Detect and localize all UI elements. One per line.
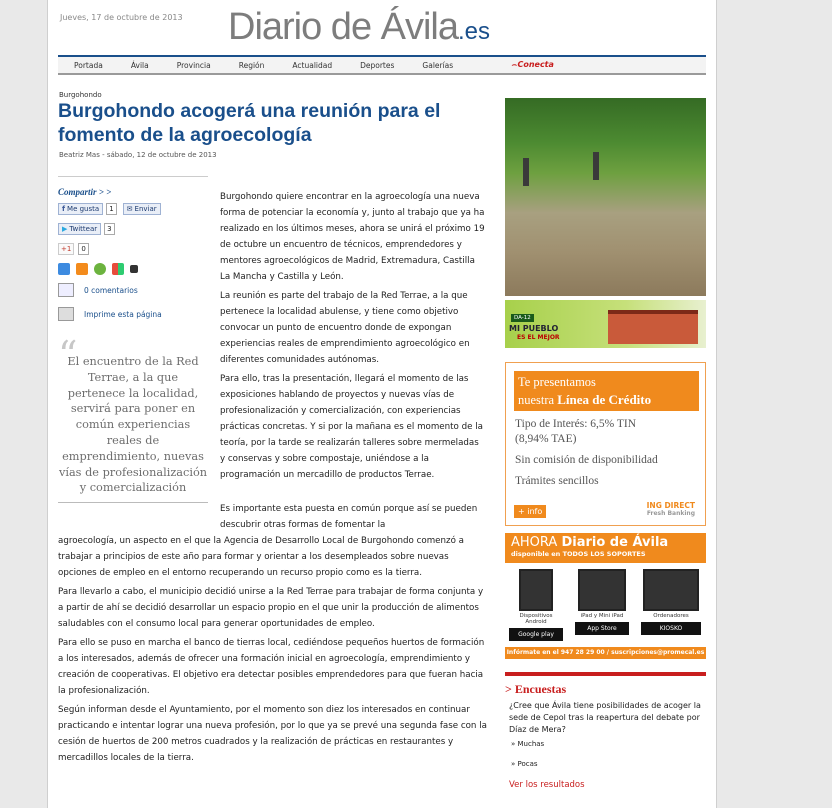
device-computer: Ordenadores KIOSKO	[641, 569, 701, 635]
banner-line1: MI PUEBLO	[509, 324, 559, 333]
phone-icon	[519, 569, 553, 611]
pull-quote-text: El encuentro de la Red Terrae, a la que pertenece la localidad, servirá para poner en común experiencias reales de emprendimiento, nuevas vías de profesionalización y comercialización	[58, 355, 208, 495]
banner-tag: DA-12	[511, 314, 534, 322]
nav-deportes[interactable]: Deportes	[360, 60, 395, 70]
app-store-badge[interactable]: App Store	[575, 622, 629, 635]
article-body-wide	[58, 533, 488, 769]
poll-question: ¿Cree que Ávila tiene posibilidades de acoger la sede de Cepol tras la reapertura del debate por Díaz de Mera?	[509, 701, 701, 734]
tablet-icon	[578, 569, 626, 611]
like-count: 1	[106, 203, 116, 215]
digg-icon[interactable]	[94, 263, 106, 275]
article-paragraph: Según informan desde el Ayuntamiento, por el momento son diez los interesados en continuar practicando e intentar lograr una nueva profesión, por lo que ya se prevé una segunda fase con la cesión de huertos de 200 metros cuadrados y la realización de prácticas en restaurantes y mercadillos locales de la tierra.	[58, 705, 487, 763]
site-logo[interactable]	[228, 6, 490, 49]
ing-line: Sin comisión de disponibilidad	[515, 454, 658, 466]
tweet-button[interactable]: ▶ Twittear	[58, 223, 101, 235]
share-panel	[58, 176, 208, 331]
ing-line: Tipo de Interés: 6,5% TIN	[515, 418, 637, 430]
ing-direct-ad[interactable]	[505, 362, 706, 526]
poll-option[interactable]: » Pocas	[511, 760, 538, 768]
poll-divider	[505, 672, 706, 676]
google-play-badge[interactable]: Google play	[509, 628, 563, 641]
comment-icon	[58, 283, 74, 297]
tweet-count: 3	[104, 223, 114, 235]
logo-suffix: .es	[458, 18, 491, 45]
quote-mark-icon: “	[58, 333, 78, 377]
ahora-header: AHORA Diario de Ávila disponible en TODOS LOS SOPORTES	[505, 533, 706, 563]
nav-region[interactable]: Región	[238, 60, 265, 70]
article-paragraph-split-start: Es importante esta puesta en común porque así se pueden descubrir otras formas de fomentar la	[220, 504, 478, 530]
nav-galerias[interactable]: Galerías	[422, 60, 454, 70]
nav-actualidad[interactable]: Actualidad	[292, 60, 333, 70]
device-ipad: iPad y Mini iPad App Store	[575, 569, 629, 635]
send-button[interactable]: ✉ Enviar	[123, 203, 161, 215]
article-paragraph: agroecología, un aspecto en el que la Agencia de Desarrollo Local de Burgohondo comenzó a trabajar a principios de este año para formar y orientar a los desempleados sobre nuevas opciones de empleo en el entorno recuperando un recurso propio como es la tierra.	[58, 536, 464, 578]
article-photo[interactable]	[505, 98, 706, 296]
google-plus-button[interactable]: +1	[58, 243, 74, 255]
twitter-icon: ▶	[62, 225, 68, 233]
printer-icon	[58, 307, 74, 321]
gplus-count: 0	[78, 243, 88, 255]
ing-line: (8,94% TAE)	[515, 433, 577, 445]
ing-headline: Te presentamos nuestra Línea de Crédito	[514, 371, 699, 411]
nav-provincia[interactable]: Provincia	[176, 60, 211, 70]
poll-title: > Encuestas	[505, 682, 567, 696]
print-link[interactable]: Imprime esta página	[58, 307, 208, 321]
nav-avila[interactable]: Ávila	[130, 60, 149, 70]
village-illustration	[608, 310, 698, 344]
pull-quote	[58, 333, 208, 503]
facebook-like-button[interactable]: f Me gusta	[58, 203, 103, 215]
ing-line: Trámites sencillos	[515, 475, 599, 487]
photo-person	[593, 152, 599, 180]
article-paragraph: Burgohondo quiere encontrar en la agroecología una nueva forma de potenciar la economía y, junto al trabajo que ya ha realizado en los últimos meses, ahora se unirá el próximo 19 de octubre un encuentro de técnicos, emprendedores y mentores agroecológicos de Madrid, Extremadura, Castilla La Mancha y Castilla y León.	[220, 192, 485, 282]
ing-info-button[interactable]: + info	[514, 505, 546, 518]
nav-portada[interactable]: Portada	[74, 60, 103, 70]
kiosko-badge[interactable]: KIOSKO	[641, 622, 701, 635]
monitor-icon	[643, 569, 699, 611]
nav-conecta[interactable]: ⌢ Conecta	[511, 60, 554, 70]
mi-pueblo-banner[interactable]	[505, 300, 706, 348]
logo-main: Diario de Ávila	[228, 6, 458, 48]
article-paragraph: Para llevarlo a cabo, el municipio decidió unirse a la Red Terrae para trabajar de forma conjunta y a partir de ahí se decidió desarrollar un espacio propio en el que unir la producción de alimentos saludables con el consumo local para generar oportunidades de empleo.	[58, 587, 484, 629]
main-nav	[58, 55, 706, 75]
facebook-icon: f	[62, 205, 66, 213]
windows-icon[interactable]	[112, 263, 124, 275]
diario-subscription-ad[interactable]	[505, 533, 706, 659]
share-label: Compartir > >	[58, 187, 112, 197]
ahora-footer: Infórmate en el 947 28 29 00 / suscripciones@promecal.es	[505, 647, 706, 659]
ing-logo: ING DIRECT Fresh Banking	[646, 501, 695, 517]
article-paragraph: Para ello, tras la presentación, llegará el momento de las exposiciones hablando de proyectos y nuevas vías de profesionalización y comercialización, con experiencias prácticas concretas. Y si por la mañana es el momento de la teoría, por la tarde se realizarán talleres sobre mermeladas y conservas y sobre compostaje, uniéndose a la programación un mercadillo de productos Terrae.	[220, 374, 483, 480]
article-paragraph: Para ello se puso en marcha el banco de tierras local, cediéndose pequeños huertos de formación a los interesados, además de ofrecer una formación inicial en agroecología, emprendimiento y creación de cooperativas. El objetivo era detectar posibles emprendedores para que fueran hacia la profesionalización.	[58, 638, 485, 696]
banner-line2: ES EL MEJOR	[517, 334, 560, 341]
comments-link[interactable]: 0 comentarios	[58, 283, 208, 297]
send-icon: ✉	[126, 205, 133, 213]
poll-results-link[interactable]: Ver los resultados	[509, 780, 585, 790]
myspace-icon[interactable]	[130, 265, 138, 273]
delicious-icon[interactable]	[58, 263, 70, 275]
article-paragraph: La reunión es parte del trabajo de la Red Terrae, a la que pertenece la localidad abulense, y tiene como objetivo convocar un punto de encuentro donde de expongan experiencias reales de emprendimiento agroecológico en diferentes comunidades autónomas.	[220, 291, 470, 365]
photo-person	[523, 158, 529, 186]
device-android: Dispositivos Android Google play	[509, 569, 563, 641]
poll-option[interactable]: » Muchas	[511, 740, 545, 748]
header-date: Jueves, 17 de octubre de 2013	[60, 13, 183, 22]
article-byline: Beatriz Mas - sábado, 12 de octubre de 2013	[59, 151, 217, 159]
article-section[interactable]: Burgohondo	[59, 91, 102, 99]
article-body-narrow	[220, 189, 486, 486]
poll-box	[505, 672, 706, 790]
article-title: Burgohondo acogerá una reunión para el fomento de la agroecología	[58, 100, 441, 146]
blogger-icon[interactable]	[76, 263, 88, 275]
page-container	[47, 0, 717, 808]
